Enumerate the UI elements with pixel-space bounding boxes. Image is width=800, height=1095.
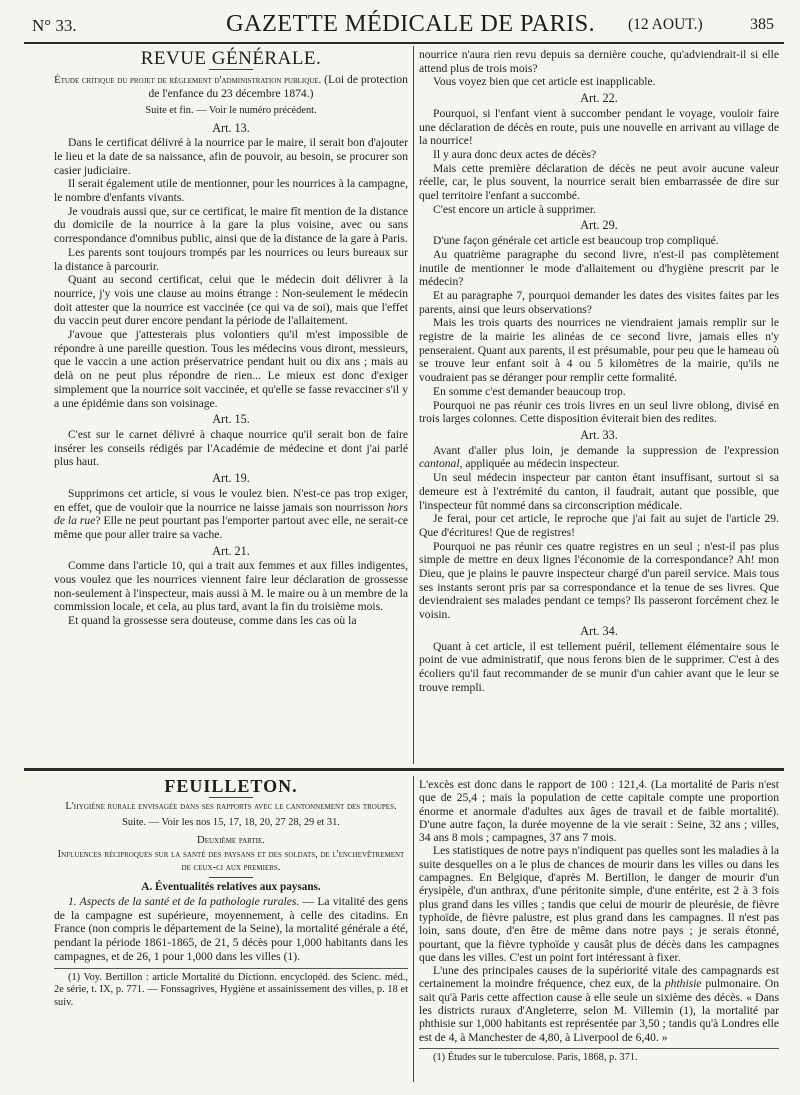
paragraph: Les parents sont toujours trompés par les nourrices ou leurs bureaux sur la distance à parcourir. — [54, 245, 408, 273]
section-heading: A. Éventualités relatives aux paysans. — [141, 881, 321, 894]
paragraph: 1. Aspects de la santé et de la pathologie rurales. — La vitalité des gens de la campagne est supérieure, moyennement, à celle des citadins. En France (non compris le département de la Seine), la mortalité générale a été, pendant la période 1861-1865, de 21, 5 décès pour 1,000 habitants dans les campagnes, et de 26, 1 pour 1,000 dans les villes (1). — [54, 895, 409, 963]
paragraph: Dans le certificat délivré à la nourrice par le maire, il serait bon d'ajouter le lieu et la date de sa naissance, afin de pouvoir, au besoin, se procurer son casier judiciaire. — [54, 136, 408, 177]
paragraph: C'est sur le carnet délivré à chaque nourrice qu'il serait bon de faire insérer les conseils rédigés par l'Académie de médecine et dont j'ai parlé plus haut. — [54, 427, 408, 469]
part-heading: Deuxième partie. — [197, 834, 265, 846]
feuilleton-title: FEUILLETON. — [164, 776, 298, 796]
paragraph: Vous voyez bien que cet article est inapplicable. — [433, 75, 656, 89]
paragraph: Je ferai, pour cet article, le reproche que j'ai fait au sujet de l'article 29. Que d'écritures! Que de registres! — [419, 512, 779, 539]
paragraph: Mais les trois quarts des nourrices ne viendraient jamais remplir sur le registre de la mairie les alinéas de ce second livre, jamais elles n'y penseraient. Quant aux parents, il est présumable, pour peu que le hameau où se trouve leur enfant soit à 4 ou 5 kilomètres de la mairie, qu'ils ne voudraient pas se déranger pour remplir cette formalité. — [419, 316, 779, 385]
paragraph: Je voudrais aussi que, sur ce certificat, le maire fît mention de la distance du domicile de la nourrice à la gare la plus voisine, avec ou sans correspondance d'omnibus public, ainsi que de la distance de la gare à Paris. — [54, 204, 408, 246]
feuilleton-subtitle: L'hygiène rurale envisagée dans ses rapports avec le cantonnement des troupes. — [65, 800, 397, 812]
column-divider — [413, 776, 414, 1082]
feuilleton-suite-note: Suite. — Voir les nos 15, 17, 18, 20, 27 28, 29 et 31. — [122, 817, 340, 829]
revue-column-left — [54, 46, 408, 762]
paragraph: Pourquoi ne pas réunir ces quatre registres en un seul ; n'est-il pas plus simple de mettre en deux lignes l'économie de la correspondance? Ah! mon Dieu, que je plains le pauvre inspecteur chargé d'un pareil service. Mais tous ses instants seront pris par sa correspondance et la tenue de ses livres. Que deviendraient ses malades pendant ce temps? Ils passeront forcément chez le voisin. — [419, 539, 779, 622]
column-divider — [413, 46, 414, 764]
paragraph: Pourquoi, si l'enfant vient à succomber pendant le voyage, vouloir faire une déclaration de décès en route, puis une nouvelle en arrivant au village de la nourrice! — [419, 106, 779, 148]
paragraph: D'une façon générale cet article est beaucoup trop compliqué. — [433, 234, 719, 248]
paragraph: C'est encore un article à supprimer. — [433, 202, 597, 216]
section-rule — [209, 877, 253, 878]
issue-date: (12 AOUT.) — [628, 16, 703, 33]
art-15-heading: Art. 15. — [212, 412, 250, 427]
paragraph: En somme c'est demander beaucoup trop. — [433, 384, 626, 398]
paragraph: Mais cette première déclaration de décès ne peut avoir aucune valeur réelle, car, le plus souvent, la nourrice serait bien embarrassée de dire sur quel territoire l'enfant a succombé. — [419, 161, 779, 203]
revue-suite-note: Suite et fin. — Voir le numéro précédent. — [145, 105, 317, 117]
art-34-heading: Art. 34. — [580, 623, 618, 638]
paragraph: Quant au second certificat, celui que le médecin doit délivrer à la nourrice, j'y vois une clause au moins étrange : Non-seulement le médecin doit attester que la nourrice est vaccinée (ce qui va de soi), mais que l'effet du vaccin peut durer encore pendant la période de l'allaitement. — [54, 273, 408, 328]
paragraph: J'avoue que j'attesterais plus volontiers qu'il m'est impossible de répondre à une pareille question. Tous les médecins vous diront, messieurs, que le vaccin a une action préservatrice pendant huit ou dix ans ; mais au delà on ne peut plus répondre de rien... Le mieux est donc d'exiger simplement que la nourrice soit vaccinée, et qu'elle se fasse revacciner s'il y a une épidémie dans son voisinage. — [54, 328, 408, 410]
footnote: (1) Études sur le tuberculose. Paris, 1868, p. 371. — [433, 1051, 638, 1063]
art-22-heading: Art. 22. — [580, 91, 618, 106]
paragraph: Un seul médecin inspecteur par canton étant insuffisant, surtout si sa demeure est à l'extrémité du canton, il faudrait, autant que possible, que l'inspecteur fût nommé dans sa circonscription médicale. — [419, 471, 779, 512]
footnote: (1) Voy. Bertillon : article Mortalité du Dictionn. encyclopéd. des Scienc. méd., 2e série, t. IX, p. 771. — Fonssagrives, Hygiène et assainissement des villes, p. 18 et suiv. — [54, 971, 408, 1008]
art-13-heading: Art. 13. — [212, 120, 250, 135]
title-rule — [209, 797, 253, 798]
revue-column-right — [419, 48, 779, 764]
art-21-heading: Art. 21. — [212, 543, 250, 558]
paragraph: Quant à cet article, il est tellement puéril, tellement élémentaire sous le point de vue administratif, que nous ferons bien de le supprimer. C'est à des écoliers qu'il faut recommander de se munir d'un cahier avant que le leur se trouve rempli. — [419, 639, 779, 694]
paragraph: L'excès est donc dans le rapport de 100 : 121,4. (La mortalité de Paris n'est que de 25,4 ; mais la population de cette capitale compte une proportion énorme et anormale d'adultes aux âges de travail et de faible mortalité). D'une autre façon, la durée moyenne de la vie serait : Seine, 32 ans ; villes, 34 ans 8 mois ; campagnes, 37 ans 7 mois. — [419, 778, 779, 845]
footnote-rule — [54, 968, 408, 969]
footnote-rule — [419, 1048, 779, 1049]
feuilleton-column-right — [419, 778, 779, 1082]
issue-number: N° 33. — [32, 16, 77, 35]
paragraph: Et quand la grossesse sera douteuse, comme dans les cas où la — [68, 614, 357, 628]
art-19-heading: Art. 19. — [212, 471, 250, 486]
page-number: 385 — [750, 16, 774, 33]
paragraph: Et au paragraphe 7, pourquoi demander les dates des visites faites par les parents, ainsi que leurs observations? — [419, 288, 779, 316]
newspaper-page — [16, 6, 788, 1086]
paragraph: nourrice n'aura rien revu depuis sa dernière couche, qu'adviendrait-il si elle attend plus de trois mois? — [419, 48, 779, 75]
masthead — [16, 6, 788, 40]
art-33-heading: Art. 33. — [580, 427, 618, 442]
paragraph: Avant d'aller plus loin, je demande la suppression de l'expression cantonal, appliquée au médecin inspecteur. — [419, 443, 779, 471]
feuilleton-column-left — [54, 776, 408, 1082]
feuilleton-rule — [24, 768, 784, 771]
revue-title: REVUE GÉNÉRALE. — [140, 48, 322, 69]
paragraph: Au quatrième paragraphe du second livre, n'est-il pas complètement inutile de mentionner le mode d'allaitement ou d'hygiène prescrit par le médecin? — [419, 247, 779, 289]
paragraph: L'une des principales causes de la supériorité vitale des campagnards est certainement la moindre fréquence, chez eux, de la phthisie pulmonaire. On sait qu'à Paris cette affection cause à elle seule un sixième des décès. « Dans les districts ruraux d'Angleterre, selon M. Villemin (1), la mortalité par phthisie sur 1,000 habitants est représentée par 3,50 ; tandis qu'à Londres elle est de 4, à Manchester de 4,80, à Liverpool de 6,40. » — [419, 964, 779, 1044]
paragraph: Il y aura donc deux actes de décès? — [433, 147, 597, 161]
paragraph: Supprimons cet article, si vous le voulez bien. N'est-ce pas trop exiger, en effet, que de vouloir que la nourrice ne laisse jamais son nourrisson hors de la rue? Elle ne peut pourtant pas l'emporter partout avec elle, ne serait-ce même que pour aller traire sa vache. — [54, 486, 408, 541]
paragraph: Comme dans l'article 10, qui a trait aux femmes et aux filles indigentes, vous voulez que les nourrices viennent faire leur déclaration de grossesse non-seulement à l'inspecteur, mais aussi à M. le maire ou à un membre de la commission locale, et cela, au plus tard, avant la fin du troisième mois. — [54, 559, 408, 614]
paragraph: Les statistiques de notre pays n'indiquent pas quelles sont les maladies à la suite desquelles on a le plus de chances de mourir dans les villes ou dans les campagnes. En Belgique, d'après M. Bertillon, le danger de mourir d'un érysipèle, d'un anthrax, d'une péritonite simple, d'une entérite, est 2 à 3 fois plus grand dans les villes ; tandis que celui de mourir de pleurésie, de fièvre typhoïde, de fièvre palustre, est plus grand dans les campagnes. Il n'est pas loin, sans doute, d'en être de même dans notre pays ; je serais étonné, pourtant, que la fièvre typhoïde y causât plus de décès dans les campagnes que dans les villes. C'est un point fort intéressant à fixer. — [419, 844, 779, 964]
paragraph: Pourquoi ne pas réunir ces trois livres en un seul livre oblong, divisé en trois larges colonnes. Cette disposition éviterait bien des redites. — [419, 398, 779, 426]
art-29-heading: Art. 29. — [580, 218, 618, 233]
masthead-rule — [24, 42, 784, 44]
paragraph: Il serait également utile de mentionner, pour les nourrices à la campagne, le nombre d'enfants vivants. — [54, 177, 408, 205]
newspaper-title: GAZETTE MÉDICALE DE PARIS. — [226, 10, 595, 37]
influences-heading: Influences réciproques sur la santé des paysans et des soldats, de l'enchevêtrement de ceux-ci aux premiers. — [57, 849, 405, 873]
revue-subtitle: Étude critique du projet de règlement d'administration publique. (Loi de protection de l'enfance du 23 décembre 1874.) — [54, 72, 408, 101]
